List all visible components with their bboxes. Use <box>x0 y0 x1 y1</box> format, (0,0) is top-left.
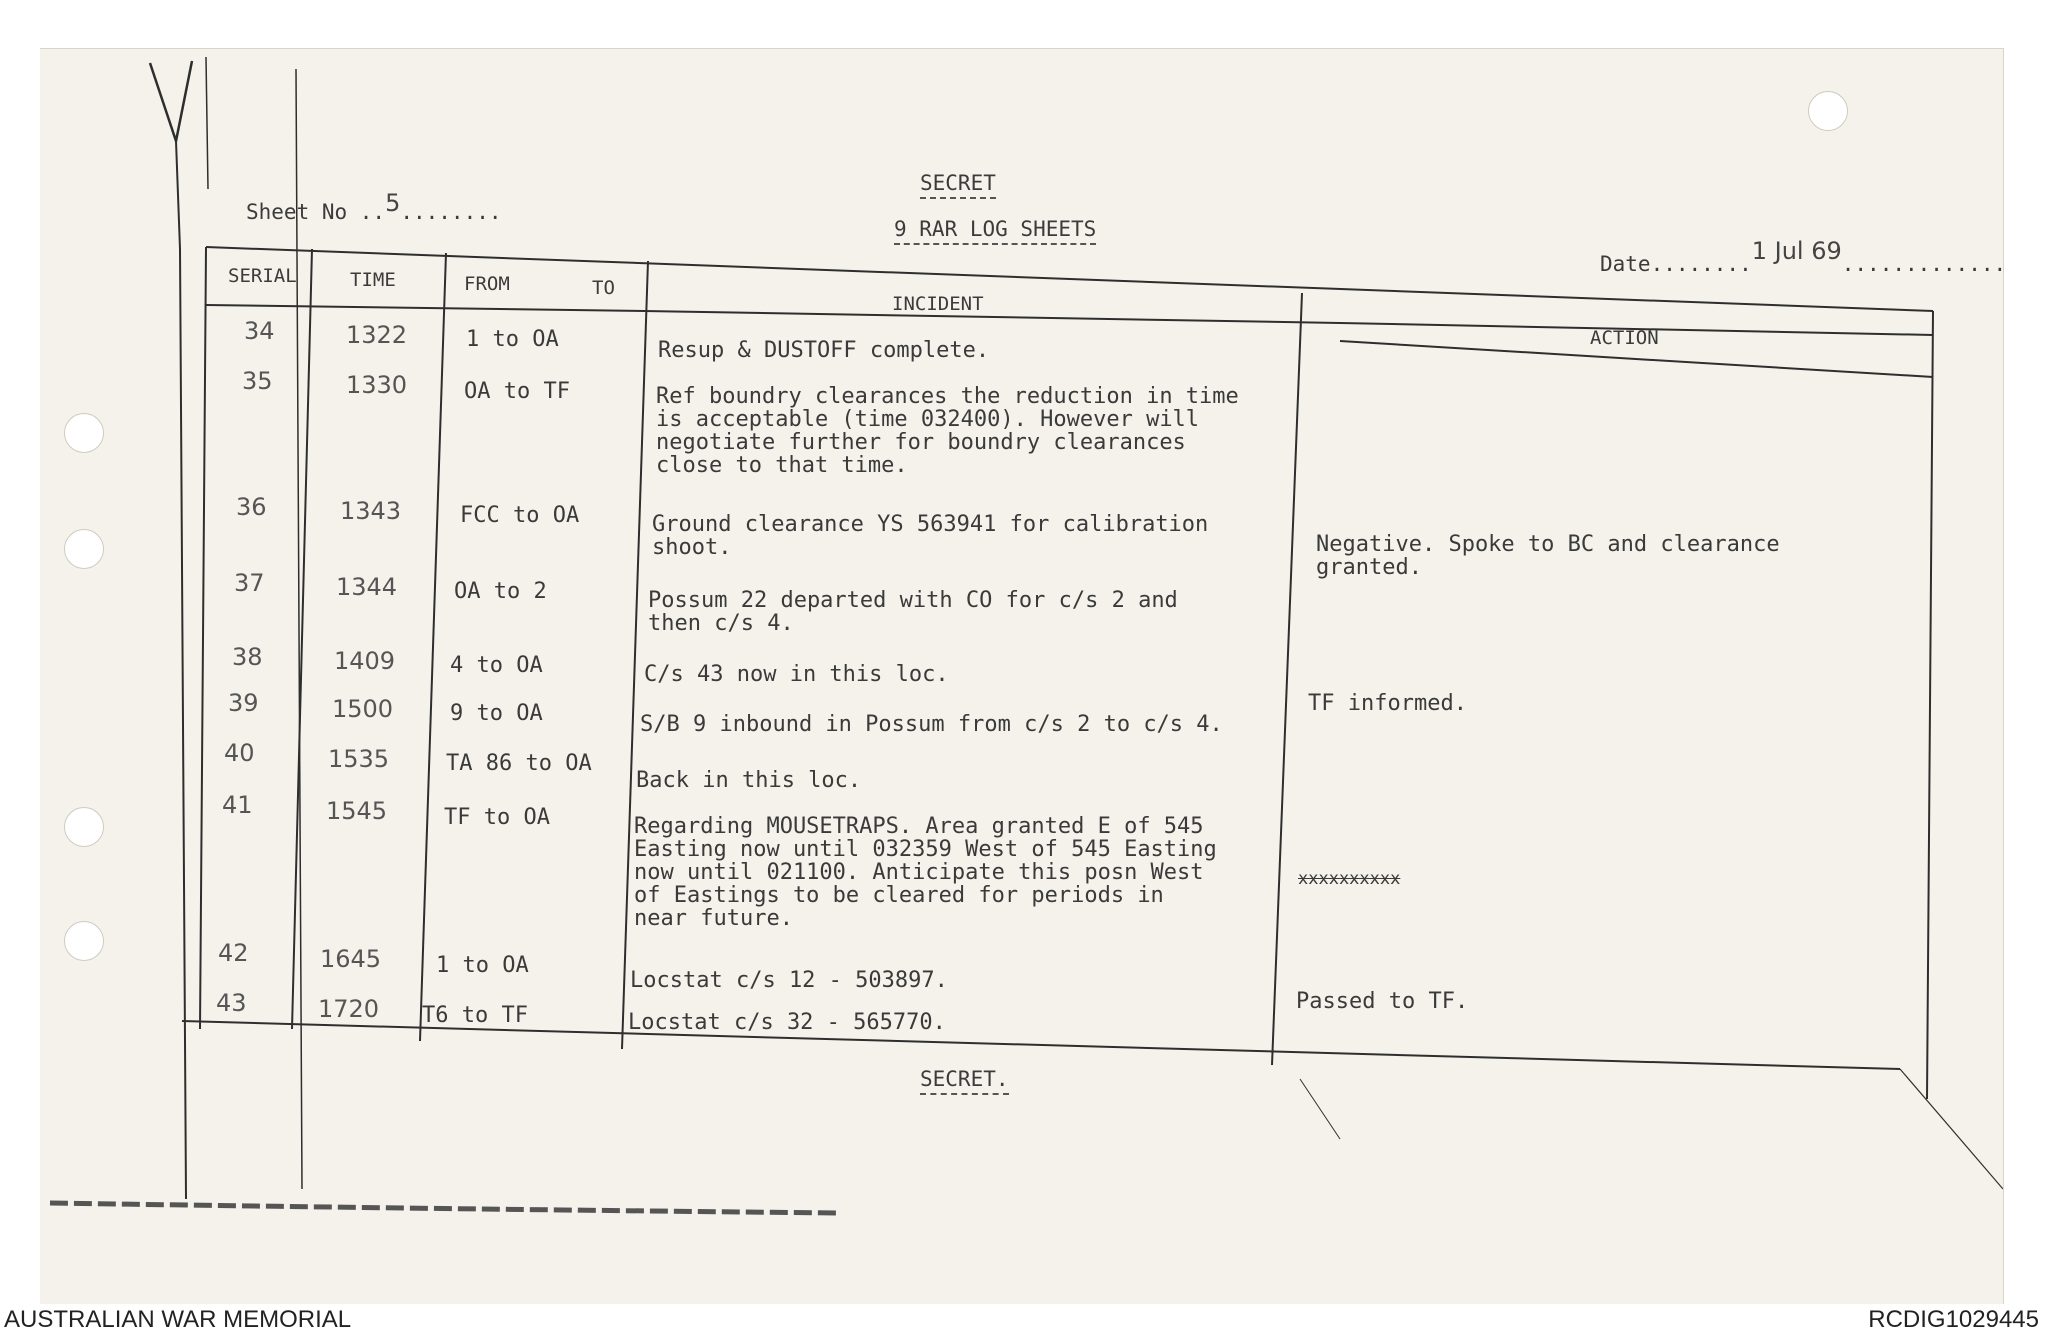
serial-cell: 39 <box>228 689 259 717</box>
archive-footer <box>0 1302 2047 1339</box>
classification-bottom: SECRET. <box>920 1067 1009 1095</box>
sheet-number-field <box>246 189 502 225</box>
time-cell: 1500 <box>332 695 394 723</box>
footer-left: AUSTRALIAN WAR MEMORIAL <box>4 1306 352 1333</box>
serial-cell: 37 <box>234 569 265 597</box>
incident-cell: Possum 22 departed with CO for c/s 2 and then c/s 4. <box>648 588 1178 636</box>
serial-cell: 42 <box>218 939 249 967</box>
time-cell: 1330 <box>346 371 408 399</box>
from-to-cell: TF to OA <box>444 805 550 830</box>
incident-cell: S/B 9 inbound in Possum from c/s 2 to c/s 4. <box>640 712 1223 737</box>
serial-cell: 38 <box>232 643 263 671</box>
serial-cell: 36 <box>236 493 267 521</box>
time-cell: 1535 <box>328 745 390 773</box>
log-title: 9 RAR LOG SHEETS <box>894 217 1096 245</box>
action-cell: TF informed. <box>1308 691 1467 716</box>
date-label: Date <box>1600 252 1651 276</box>
time-cell: 1344 <box>336 573 398 601</box>
log-sheet-paper <box>40 48 2007 1304</box>
time-cell: 1409 <box>334 647 396 675</box>
column-header-incident: INCIDENT <box>892 293 984 315</box>
column-header-from: FROM <box>464 273 510 295</box>
incident-cell: Back in this loc. <box>636 768 862 793</box>
classification-top: SECRET <box>920 171 996 199</box>
from-to-cell: 9 to OA <box>450 701 543 726</box>
incident-cell: Ref boundry clearances the reduction in time is acceptable (time 032400). However will negotiate further for boundry clearances close to that time. <box>656 384 1239 478</box>
time-cell: 1322 <box>346 321 408 349</box>
column-header-action: ACTION <box>1590 327 1659 349</box>
serial-cell: 40 <box>224 739 255 767</box>
incident-cell: Locstat c/s 32 - 565770. <box>628 1010 946 1035</box>
from-to-cell: TA 86 to OA <box>446 751 592 776</box>
incident-cell: Locstat c/s 12 - 503897. <box>630 968 948 993</box>
time-cell: 1343 <box>340 497 402 525</box>
from-to-cell: 4 to OA <box>450 653 543 678</box>
column-header-time: TIME <box>350 269 396 291</box>
from-to-cell: T6 to TF <box>422 1003 528 1028</box>
footer-right: RCDIG1029445 <box>1868 1306 2039 1333</box>
from-to-cell: OA to 2 <box>454 579 547 604</box>
column-header-serial: SERIAL <box>228 265 297 287</box>
serial-cell: 35 <box>242 367 273 395</box>
time-cell: 1645 <box>320 945 382 973</box>
sheet-label: Sheet No .. <box>246 200 386 224</box>
column-header-to: TO <box>592 277 615 299</box>
time-cell: 1545 <box>326 797 388 825</box>
from-to-cell: 1 to OA <box>466 327 559 352</box>
serial-cell: 34 <box>244 317 275 345</box>
serial-cell: 43 <box>216 989 247 1017</box>
sheet-number: 5 <box>385 189 401 217</box>
incident-cell: C/s 43 now in this loc. <box>644 662 949 687</box>
date-field: Date........1 Jul 69............. <box>1600 237 2007 276</box>
from-to-cell: 1 to OA <box>436 953 529 978</box>
incident-cell: Resup & DUSTOFF complete. <box>658 338 990 363</box>
date-value: 1 Jul 69 <box>1751 237 1842 265</box>
incident-cell: Ground clearance YS 563941 for calibration shoot. <box>652 512 1209 560</box>
from-to-cell: OA to TF <box>464 379 570 404</box>
action-cell: Negative. Spoke to BC and clearance granted. <box>1316 532 1780 580</box>
serial-cell: 41 <box>222 791 253 819</box>
action-cell-struck: xxxxxxxxxx <box>1298 869 1401 889</box>
incident-cell: Regarding MOUSETRAPS. Area granted E of 545 Easting now until 032359 West of 545 Easting now until 021100. Anticipate this posn West of Eastings to be cleared for periods in near future. <box>634 814 1217 931</box>
action-cell: Passed to TF. <box>1296 989 1469 1014</box>
sheet-dots: ........ <box>400 200 502 224</box>
time-cell: 1720 <box>318 995 380 1023</box>
from-to-cell: FCC to OA <box>460 503 580 528</box>
